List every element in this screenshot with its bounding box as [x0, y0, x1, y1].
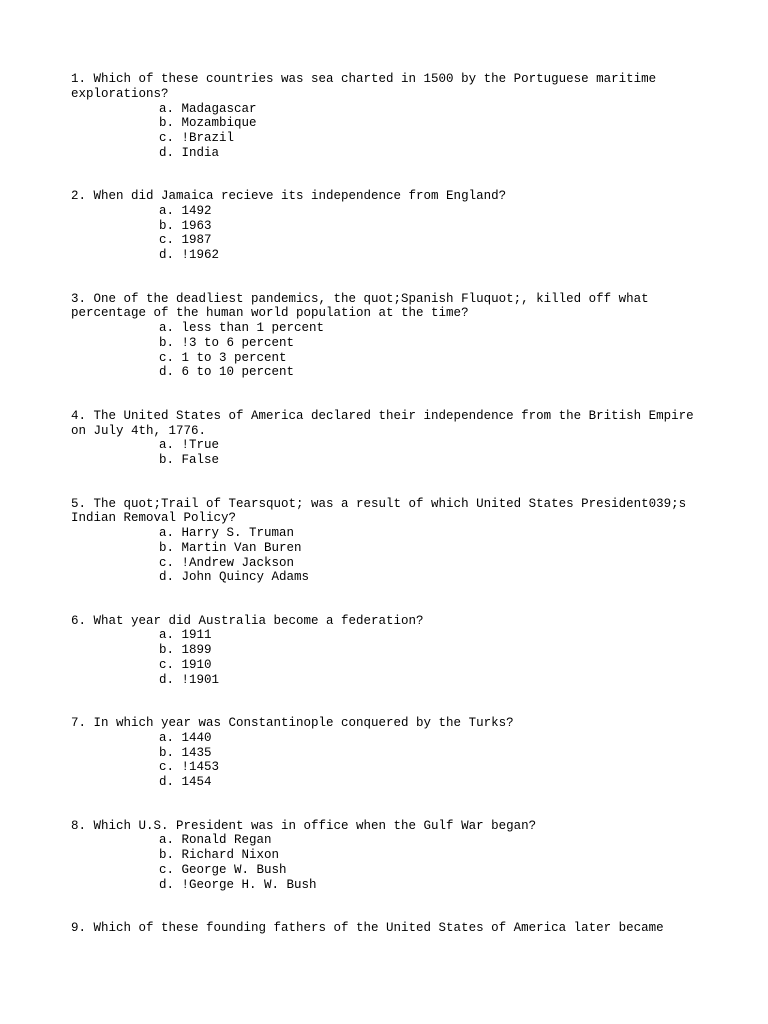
answer-options: [71, 526, 711, 585]
question-text: percentage of the human world population at the time?: [71, 306, 469, 321]
answer-option: b. 1963: [159, 218, 212, 233]
question-text: 8. Which U.S. President was in office when the Gulf War began?: [71, 818, 537, 833]
spacer: [71, 790, 711, 819]
question-2: [71, 189, 711, 263]
answer-options: [71, 833, 711, 892]
answer-option: c. 1910: [159, 657, 212, 672]
question-8: [71, 819, 711, 893]
answer-options: [71, 204, 711, 263]
answer-options: [71, 628, 711, 687]
question-text: 1. Which of these countries was sea charted in 1500 by the Portuguese maritime: [71, 72, 657, 86]
answer-option: a. !True: [159, 438, 220, 453]
answer-option: d. !1962: [159, 248, 220, 263]
answer-option: b. Mozambique: [159, 116, 257, 131]
question-6: [71, 614, 711, 688]
answer-option: b. Richard Nixon: [159, 848, 280, 863]
answer-option: a. less than 1 percent: [159, 321, 325, 336]
answer-options: [71, 102, 711, 161]
question-text: on July 4th, 1776.: [71, 423, 207, 438]
answer-option: c. !Brazil: [159, 131, 235, 145]
answer-option: a. Ronald Regan: [159, 833, 272, 848]
answer-option: c. !1453: [159, 760, 220, 775]
answer-options: [71, 321, 711, 380]
answer-option: a. 1911: [159, 628, 212, 643]
question-text: explorations?: [71, 86, 169, 101]
spacer: [71, 892, 711, 921]
question-3: [71, 292, 711, 381]
question-5: [71, 497, 711, 586]
answer-option: d. !George H. W. Bush: [159, 877, 317, 892]
answer-option: b. Martin Van Buren: [159, 540, 302, 555]
answer-option: d. John Quincy Adams: [159, 570, 310, 585]
question-text: 5. The quot;Trail of Tearsquot; was a result of which United States President039;s: [71, 496, 687, 511]
answer-option: c. 1 to 3 percent: [159, 350, 287, 365]
question-7: [71, 716, 711, 790]
spacer: [71, 687, 711, 716]
spacer: [71, 585, 711, 614]
answer-option: a. Harry S. Truman: [159, 526, 295, 540]
answer-option: b. 1899: [159, 643, 212, 658]
answer-option: b. 1435: [159, 745, 212, 760]
answer-option: b. False: [159, 453, 220, 468]
answer-option: c. 1987: [159, 233, 212, 248]
question-text: 4. The United States of America declared their independence from the British Empire: [71, 408, 694, 423]
answer-option: d. 6 to 10 percent: [159, 365, 295, 380]
question-4: [71, 409, 711, 468]
quiz-document: [71, 72, 711, 936]
question-1: [71, 72, 711, 161]
answer-option: c. !Andrew Jackson: [159, 555, 295, 570]
spacer: [71, 468, 711, 497]
answer-option: c. George W. Bush: [159, 862, 287, 877]
spacer: [71, 380, 711, 409]
answer-option: a. 1440: [159, 730, 212, 745]
question-text: 7. In which year was Constantinople conquered by the Turks?: [71, 716, 514, 731]
question-text: 9. Which of these founding fathers of the United States of America later became: [71, 921, 664, 935]
answer-option: d. !1901: [159, 672, 220, 687]
answer-option: d. 1454: [159, 775, 212, 790]
answer-option: b. !3 to 6 percent: [159, 335, 295, 350]
answer-option: a. Madagascar: [159, 101, 257, 116]
question-text: Indian Removal Policy?: [71, 511, 237, 526]
answer-options: [71, 731, 711, 790]
spacer: [71, 263, 711, 292]
answer-option: d. India: [159, 145, 220, 160]
question-9: [71, 921, 711, 936]
question-text: 2. When did Jamaica recieve its independence from England?: [71, 189, 507, 204]
question-text: 3. One of the deadliest pandemics, the quot;Spanish Fluquot;, killed off what: [71, 291, 649, 306]
spacer: [71, 161, 711, 190]
answer-option: a. 1492: [159, 203, 212, 218]
question-text: 6. What year did Australia become a federation?: [71, 613, 424, 628]
answer-options: [71, 438, 711, 468]
